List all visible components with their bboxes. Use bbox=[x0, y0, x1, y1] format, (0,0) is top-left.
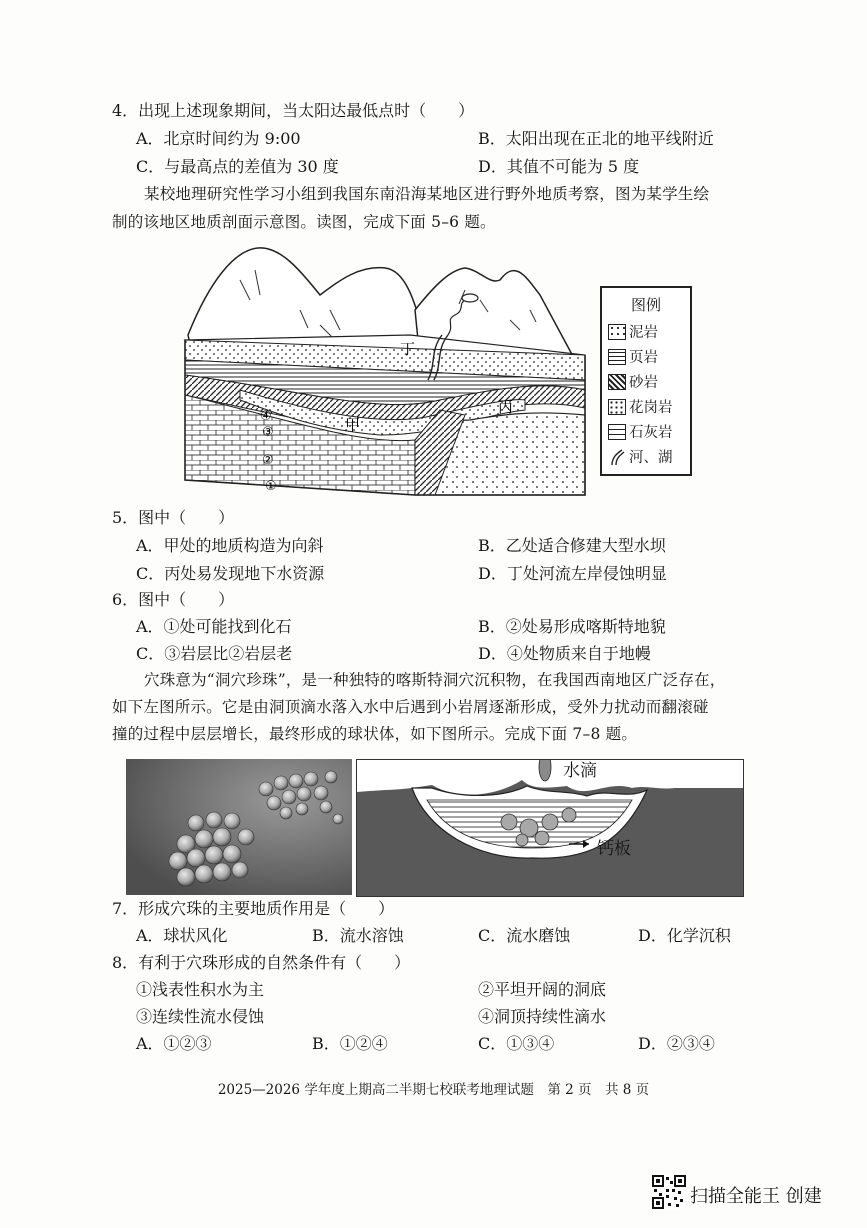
label-1: ① bbox=[265, 479, 277, 494]
q8-option-b: B．①②④ bbox=[312, 1034, 388, 1053]
intro56-line1: 某校地理研究性学习小组到我国东南沿海某地区进行野外地质考察，图为某学生绘 bbox=[144, 185, 710, 203]
label-ding: 丁 bbox=[400, 340, 416, 358]
q5-option-c: C．丙处易发现地下水资源 bbox=[136, 564, 325, 583]
q7-stem: 7．形成穴珠的主要地质作用是（ ） bbox=[112, 899, 395, 918]
legend-item-mudstone: 泥岩 bbox=[608, 321, 658, 342]
q5-option-a: A．甲处的地质构造为向斜 bbox=[136, 536, 324, 555]
sandstone-swatch bbox=[608, 374, 626, 390]
drop-label: 水滴 bbox=[563, 761, 597, 781]
q6-option-b: B．②处易形成喀斯特地貌 bbox=[478, 617, 666, 636]
cave-pearl-photo-art bbox=[126, 759, 352, 895]
intro56-line2: 制的该地区地质剖面示意图。读图，完成下面 5–6 题。 bbox=[112, 213, 496, 231]
q7-option-b: B．流水溶蚀 bbox=[312, 926, 404, 945]
q4-option-d: D．其值不可能为 5 度 bbox=[478, 157, 640, 176]
qr-code-icon bbox=[652, 1175, 686, 1209]
q8-option-c: C．①③④ bbox=[478, 1034, 555, 1053]
cave-pearl-photo bbox=[126, 759, 352, 895]
cave-pearl-diagram-art bbox=[357, 760, 743, 896]
page-footer: 2025—2026 学年度上期高二半期七校联考地理试题 第 2 页 共 8 页 bbox=[217, 1082, 650, 1098]
q7-option-d: D．化学沉积 bbox=[638, 926, 731, 945]
granite-swatch bbox=[608, 399, 626, 415]
mudstone-swatch bbox=[608, 324, 626, 340]
label-jia: 甲 bbox=[345, 416, 361, 434]
legend-item-limestone: 石灰岩 bbox=[608, 421, 673, 442]
map-legend bbox=[600, 286, 692, 476]
q7-option-c: C．流水磨蚀 bbox=[478, 926, 571, 945]
scanner-watermark: 扫描全能王 创建 bbox=[690, 1186, 822, 1207]
label-bing: 丙 bbox=[498, 398, 514, 416]
q5-stem: 5．图中（ ） bbox=[112, 508, 235, 527]
q4-option-b: B．太阳出现在正北的地平线附近 bbox=[478, 129, 714, 148]
river-lake-swatch bbox=[608, 448, 626, 466]
q6-option-d: D．④处物质来自于地幔 bbox=[478, 644, 651, 663]
q8-statement-4: ④洞顶持续性滴水 bbox=[478, 1007, 607, 1026]
legend-item-sandstone: 砂岩 bbox=[608, 371, 658, 392]
q4-option-c: C．与最高点的差值为 30 度 bbox=[136, 157, 339, 176]
q5-option-b: B．乙处适合修建大型水坝 bbox=[478, 536, 666, 555]
slab-label: 钙板 bbox=[597, 839, 631, 859]
q7-option-a: A．球状风化 bbox=[136, 926, 228, 945]
q5-option-d: D．丁处河流左岸侵蚀明显 bbox=[478, 564, 667, 583]
q8-option-a: A．①②③ bbox=[136, 1034, 212, 1053]
limestone-swatch bbox=[608, 424, 626, 440]
q8-statement-2: ②平坦开阔的洞底 bbox=[478, 980, 607, 999]
q8-stem: 8．有利于穴珠形成的自然条件有（ ） bbox=[112, 953, 411, 972]
legend-item-granite: 花岗岩 bbox=[608, 396, 673, 417]
shale-swatch bbox=[608, 349, 626, 365]
label-3: ③ bbox=[262, 425, 274, 440]
q6-option-c: C．③岩层比②岩层老 bbox=[136, 644, 293, 663]
legend-item-shale: 页岩 bbox=[608, 346, 658, 367]
q8-statement-1: ①浅表性积水为主 bbox=[136, 980, 265, 999]
geologic-profile-diagram bbox=[180, 240, 600, 500]
legend-title: 图例 bbox=[630, 296, 661, 314]
q6-stem: 6．图中（ ） bbox=[112, 590, 235, 609]
intro78-line1: 穴珠意为“洞穴珍珠”，是一种独特的喀斯特洞穴沉积物，在我国西南地区广泛存在， bbox=[144, 671, 726, 689]
label-2: ② bbox=[262, 453, 274, 468]
q4-option-a: A．北京时间约为 9:00 bbox=[136, 129, 301, 148]
intro78-line2: 如下左图所示。它是由洞顶滴水落入水中后遇到小岩屑逐渐形成，受外力扰动而翻滚碰 bbox=[112, 698, 709, 716]
legend-item-river-lake: 河、湖 bbox=[608, 446, 673, 467]
q8-statement-3: ③连续性流水侵蚀 bbox=[136, 1007, 265, 1026]
cave-pearl-diagram bbox=[356, 759, 744, 897]
intro78-line3: 撞的过程中层层增长，最终形成的球状体，如下图所示。完成下面 7–8 题。 bbox=[112, 725, 638, 743]
q6-option-a: A．①处可能找到化石 bbox=[136, 617, 292, 636]
label-4: ④ bbox=[260, 409, 272, 424]
q4-stem: 4．出现上述现象期间，当太阳达最低点时（ ） bbox=[112, 101, 475, 120]
q8-option-d: D．②③④ bbox=[638, 1034, 715, 1053]
